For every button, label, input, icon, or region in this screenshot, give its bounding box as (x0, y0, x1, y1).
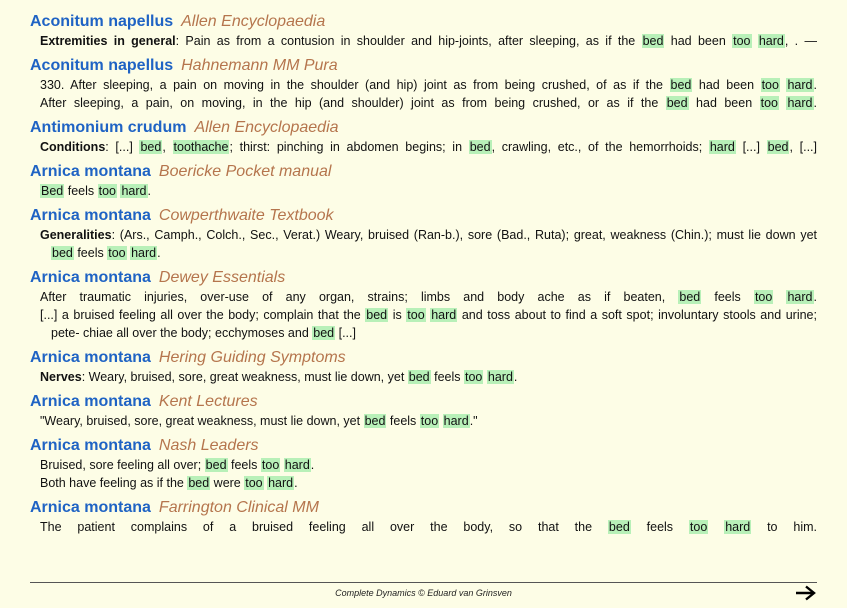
result-entry (30, 392, 817, 430)
text-segment: . (813, 78, 817, 92)
text-segment: feels (701, 290, 754, 304)
text-segment: to him. (751, 520, 817, 534)
highlighted-term: hard (131, 246, 157, 260)
text-segment: "Weary, bruised, sore, great weakness, must lie down, yet (40, 414, 364, 428)
result-heading (30, 498, 817, 518)
highlighted-term: too (245, 476, 263, 490)
highlighted-term: too (733, 34, 751, 48)
text-segment: feels (430, 370, 464, 384)
text-segment: feels (64, 184, 98, 198)
footer-divider (30, 582, 817, 583)
remedy-link[interactable]: Aconitum napellus (30, 13, 174, 30)
result-heading (30, 436, 817, 456)
result-text (40, 518, 817, 536)
highlighted-term: too (261, 458, 280, 472)
highlighted-term: bed (52, 246, 73, 260)
text-segment: . (813, 96, 817, 110)
highlighted-term: bed (679, 290, 701, 304)
highlighted-term: Bed (41, 184, 64, 198)
book-link[interactable]: Cowperthwaite Textbook (158, 207, 334, 224)
remedy-link[interactable]: Arnica montana (30, 437, 151, 454)
text-segment: feels (630, 520, 689, 534)
result-entry (30, 12, 817, 50)
text-segment: : Weary, bruised, sore, great weakness, must lie down, yet (81, 370, 408, 384)
text-segment: : [...] (105, 140, 140, 154)
text-segment: . (157, 246, 161, 260)
text-segment: . (813, 290, 817, 304)
highlighted-term: bed (366, 308, 388, 322)
book-link[interactable]: Boericke Pocket manual (158, 163, 332, 180)
highlighted-term: bed (408, 370, 430, 384)
text-segment: . (310, 458, 315, 472)
book-link[interactable]: Dewey Essentials (158, 269, 286, 286)
result-heading (30, 206, 817, 226)
result-entry (30, 56, 817, 112)
result-heading (30, 12, 817, 32)
remedy-link[interactable]: Arnica montana (30, 349, 151, 366)
highlighted-term: bed (608, 520, 630, 534)
book-link[interactable]: Kent Lectures (158, 393, 258, 410)
highlighted-term: too (754, 290, 773, 304)
remedy-link[interactable]: Arnica montana (30, 163, 151, 180)
highlighted-term: too (760, 96, 779, 110)
result-heading (30, 268, 817, 288)
section-label: Nerves (40, 370, 82, 384)
highlighted-term: bed (469, 140, 491, 154)
highlighted-term: bed (313, 326, 335, 340)
result-entry (30, 118, 817, 156)
highlighted-term: too (689, 520, 708, 534)
book-link[interactable]: Nash Leaders (158, 437, 259, 454)
result-text (40, 32, 817, 50)
text-segment: Both have feeling as if the (40, 476, 188, 490)
text-segment: and toss about to find a soft spot; involuntary stools and urine; pete- chiae all over the body; ecchymoses and (51, 308, 817, 340)
highlighted-term: too (407, 308, 425, 322)
highlighted-term: hard (284, 458, 310, 472)
highlighted-term: toothache (173, 140, 229, 154)
text-segment: [...] (335, 326, 356, 340)
text-segment: ; thirst: pinching in abdomen begins; in (229, 140, 469, 154)
text-segment: , (162, 140, 173, 154)
result-text (40, 94, 817, 112)
result-entry (30, 348, 817, 386)
section-label: Generalities (40, 228, 112, 242)
highlighted-term: bed (140, 140, 162, 154)
text-segment: , crawling, etc., of the hemorrhoids; (491, 140, 709, 154)
result-heading (30, 348, 817, 368)
result-entry (30, 206, 817, 262)
search-results (30, 12, 817, 542)
result-text (40, 76, 817, 94)
text-segment: [...] (735, 140, 767, 154)
text-segment: After traumatic injuries, over-use of any organ, strains; limbs and body ache as if beaten, (40, 290, 679, 304)
text-segment: feels (227, 458, 261, 472)
text-segment: is (388, 308, 407, 322)
highlighted-term: bed (188, 476, 210, 490)
result-entry (30, 498, 817, 536)
text-segment: : (Ars., Camph., Colch., Sec., Verat.) Weary, bruised (Ran-b.), sore (Bad., Ruta); great, weakness (Chin.); must lie down yet (111, 228, 817, 242)
text-segment: The patient complains of a bruised feeling all over the body, so that the (40, 520, 608, 534)
result-text (40, 474, 817, 492)
text-segment: After sleeping, a pain, on moving, in the hip (and shoulder) joint as from being crushed, or as if the (40, 96, 666, 110)
text-segment: . (513, 370, 518, 384)
result-text (40, 306, 817, 342)
text-segment: 330. After sleeping, a pain on moving in the shoulder (and hip) joint as from being crushed, of as if the (40, 78, 670, 92)
highlighted-term: bed (666, 96, 688, 110)
highlighted-term: too (98, 184, 116, 198)
remedy-link[interactable]: Arnica montana (30, 393, 151, 410)
text-segment: had been (664, 34, 733, 48)
highlighted-term: hard (787, 78, 813, 92)
highlighted-term: too (420, 414, 439, 428)
highlighted-term: bed (364, 414, 386, 428)
book-link[interactable]: Farrington Clinical MM (158, 499, 319, 516)
result-heading (30, 118, 817, 138)
text-segment: . (147, 184, 151, 198)
remedy-link[interactable]: Arnica montana (30, 269, 151, 286)
result-entry (30, 162, 817, 200)
text-segment: feels (386, 414, 420, 428)
highlighted-term: hard (431, 308, 457, 322)
book-link[interactable]: Hering Guiding Symptoms (158, 349, 346, 366)
highlighted-term: hard (787, 96, 813, 110)
highlighted-term: hard (121, 184, 147, 198)
result-text (40, 368, 817, 386)
section-label: Conditions (40, 140, 106, 154)
highlighted-term: hard (787, 290, 813, 304)
text-segment: : Pain as from a contusion in shoulder and hip-joints, after sleeping, as if the (175, 34, 642, 48)
text-segment: were (210, 476, 245, 490)
text-segment: had been (688, 96, 760, 110)
highlighted-term: too (465, 370, 483, 384)
result-entry (30, 436, 817, 492)
text-segment: , . — (784, 34, 817, 48)
result-text (40, 138, 817, 156)
text-segment: [...] a bruised feeling all over the body; complain that the (40, 308, 366, 322)
result-text (40, 182, 817, 200)
highlighted-term: bed (767, 140, 789, 154)
highlighted-term: hard (725, 520, 751, 534)
remedy-link[interactable]: Aconitum napellus (30, 57, 174, 74)
highlighted-term: hard (487, 370, 513, 384)
remedy-link[interactable]: Arnica montana (30, 499, 151, 516)
book-link[interactable]: Hahnemann MM Pura (181, 57, 338, 74)
result-heading (30, 56, 817, 76)
text-segment: feels (73, 246, 108, 260)
result-entry (30, 268, 817, 342)
result-heading (30, 162, 817, 182)
arrow-right-icon[interactable] (794, 583, 818, 603)
highlighted-term: bed (642, 34, 664, 48)
highlighted-term: hard (709, 140, 735, 154)
highlighted-term: hard (443, 414, 469, 428)
result-heading (30, 392, 817, 412)
highlighted-term: hard (758, 34, 784, 48)
remedy-link[interactable]: Antimonium crudum (30, 119, 187, 136)
remedy-link[interactable]: Arnica montana (30, 207, 151, 224)
text-segment (752, 34, 758, 48)
highlighted-term: too (108, 246, 126, 260)
highlighted-term: bed (205, 458, 227, 472)
highlighted-term: hard (268, 476, 294, 490)
result-text (40, 288, 817, 306)
footer-copyright: Complete Dynamics © Eduard van Grinsven (335, 588, 512, 598)
text-segment: had been (692, 78, 761, 92)
text-segment: . (294, 476, 298, 490)
text-segment: Bruised, sore feeling all over; (40, 458, 205, 472)
result-text (40, 456, 817, 474)
book-link[interactable]: Allen Encyclopaedia (194, 119, 339, 136)
text-segment: ." (469, 414, 478, 428)
section-label: Extremities in general (40, 34, 176, 48)
text-segment: , [...] (789, 140, 818, 154)
highlighted-term: too (761, 78, 779, 92)
result-text (40, 226, 817, 262)
text-segment (708, 520, 724, 534)
text-segment (773, 290, 786, 304)
result-text (40, 412, 817, 430)
book-link[interactable]: Allen Encyclopaedia (181, 13, 326, 30)
highlighted-term: bed (670, 78, 692, 92)
